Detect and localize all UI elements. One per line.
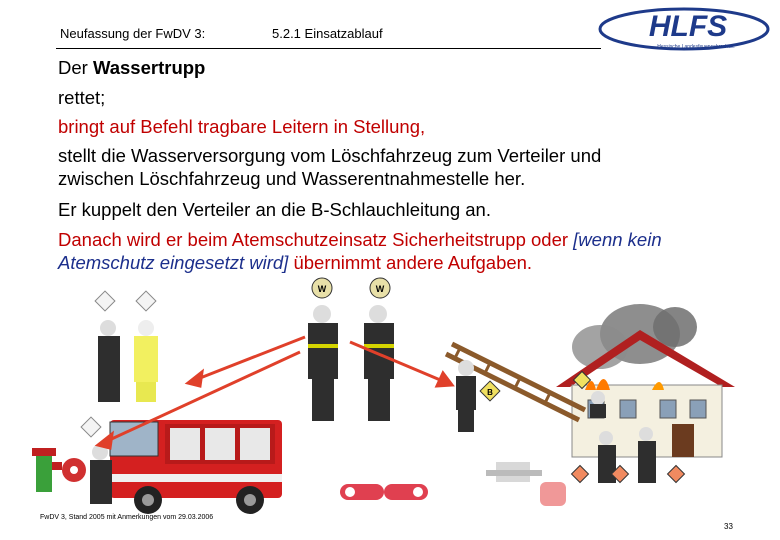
operation-scene (0, 272, 780, 522)
footer-text: FwDV 3, Stand 2005 mit Anmerkungen vom 29.03.2006 (40, 514, 214, 521)
header-title: Neufassung der FwDV 3: (60, 26, 206, 41)
page-number: 33 (724, 522, 733, 531)
distributor (486, 462, 566, 506)
logo-subtext: Hessische Landesfeuerwehrschule (657, 44, 735, 50)
badge-b-label: B (487, 388, 493, 397)
badge-b (480, 381, 500, 401)
hose-reel (62, 458, 86, 482)
section-title: 5.2.1 Einsatzablauf (272, 26, 383, 41)
badge-w-left-label: W (317, 284, 327, 294)
logo-text: HLFS (648, 10, 728, 43)
heading-wassertrupp: Der Wassertrupp (58, 57, 206, 78)
hydrant (32, 448, 62, 492)
angriffstrupp-icon (572, 466, 589, 483)
task-wasserversorgung-2: zwischen Löschfahrzeug und Wasserentnahmestelle her. (58, 168, 526, 189)
badge-w-right (370, 278, 390, 298)
task-leitern: bringt auf Befehl tragbare Leitern in Stellung, (58, 116, 426, 137)
badge-w-right-label: W (375, 284, 385, 294)
angriffstrupp-icon-3 (668, 466, 685, 483)
hlfs-logo (598, 6, 770, 52)
group-leader-icon (95, 291, 115, 311)
task-verteiler: Er kuppelt den Verteiler an die B-Schlauchleitung an. (58, 199, 491, 220)
machinist-icon (81, 417, 101, 437)
badge-w-left (312, 278, 332, 298)
rolled-hoses (340, 484, 428, 500)
task-sicherheitstrupp-2: Atemschutz eingesetzt wird] übernimmt andere Aufgaben. (58, 252, 533, 273)
task-wasserversorgung-1: stellt die Wasserversorgung vom Löschfahrzeug zum Verteiler und (58, 145, 602, 166)
unit-leader-icon (136, 291, 156, 311)
header-divider (56, 48, 601, 49)
task-sicherheitstrupp-1: Danach wird er beim Atemschutzeinsatz Sicherheitstrupp oder [wenn kein (58, 229, 662, 250)
fire-engine (110, 420, 282, 514)
task-rettet: rettet; (58, 87, 106, 108)
